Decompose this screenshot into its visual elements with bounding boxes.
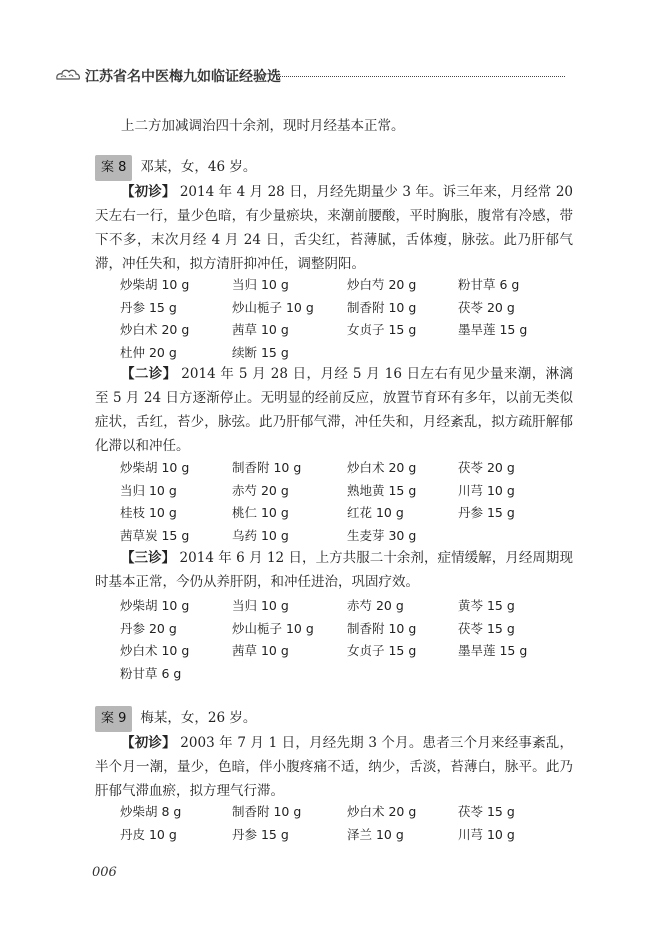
herb-item: 炒白术 20 g: [347, 460, 417, 475]
herb-item: 茯苓 15 g: [458, 620, 515, 636]
case-heading: [95, 155, 256, 181]
herb-row: [120, 825, 580, 848]
herb-item: 茯苓 20 g: [458, 460, 515, 475]
herb-row: [120, 458, 580, 481]
herb-item: 炒柴胡 10 g: [120, 598, 190, 613]
herb-item: 当归 10 g: [232, 598, 289, 613]
herb-item: 红花 10 g: [347, 505, 404, 520]
visit-paragraph: [95, 180, 573, 276]
herb-item: 当归 10 g: [232, 277, 289, 292]
herb-item: 炒柴胡 10 g: [120, 277, 190, 292]
herb-list: [120, 596, 580, 686]
case-patient: 邓某，女，46 岁。: [140, 159, 257, 175]
herb-item: 当归 10 g: [120, 482, 177, 498]
herb-row: [120, 526, 580, 549]
herb-item: 丹皮 10 g: [120, 826, 177, 842]
herb-item: 茜草炭 15 g: [120, 527, 190, 543]
herb-item: 乌药 10 g: [232, 527, 289, 543]
herb-row: [120, 481, 580, 504]
herb-item: 女贞子 15 g: [347, 322, 417, 337]
herb-row: [120, 664, 580, 687]
cloud-ornament-icon: [55, 66, 81, 82]
herb-row: [120, 298, 580, 321]
herb-item: 制香附 10 g: [232, 804, 302, 819]
visit-tag: 【初诊】: [121, 184, 176, 200]
herb-item: 炒白术 20 g: [347, 804, 417, 819]
herb-item: 墨旱莲 15 g: [458, 322, 528, 337]
herb-row: [120, 503, 580, 526]
intro-paragraph: 上二方加减调治四十余剂，现时月经基本正常。: [121, 118, 405, 134]
visit-tag: 【三诊】: [121, 550, 176, 566]
case-patient: 梅某，女，26 岁。: [140, 710, 257, 726]
herb-item: 炒白术 20 g: [120, 322, 190, 337]
herb-row: [120, 802, 580, 825]
herb-item: 赤芍 20 g: [232, 482, 289, 498]
herb-item: 续断 15 g: [232, 344, 289, 360]
herb-row: [120, 275, 580, 298]
herb-item: 茯苓 20 g: [458, 299, 515, 315]
herb-item: 茜草 10 g: [232, 643, 289, 658]
herb-item: 泽兰 10 g: [347, 826, 404, 842]
herb-item: 杜仲 20 g: [120, 344, 177, 360]
visit-text: 2014 年 6 月 12 日，上方共服二十余剂，症情缓解，月经周期现时基本正常，今仍从养肝阴，和冲任进治，巩固疗效。: [95, 550, 573, 590]
visit-paragraph: [95, 362, 573, 458]
herb-item: 制香附 10 g: [232, 460, 302, 475]
visit-text: 2014 年 5 月 28 日，月经 5 月 16 日左右有见少量来潮，淋漓至 5 月 24 日方逐渐停止。无明显的经前反应，放置节育环有多年，以前无类似症状，舌红，苔少，脉弦。此乃肝郁气滞，冲任失和，月经紊乱，拟方疏肝解郁化滞以和冲任。: [95, 366, 574, 454]
herb-list: [120, 458, 580, 548]
herb-item: 黄芩 15 g: [458, 598, 515, 613]
herb-row: [120, 596, 580, 619]
herb-item: 制香附 10 g: [347, 299, 417, 315]
herb-item: 炒白芍 20 g: [347, 277, 417, 292]
herb-item: 茜草 10 g: [232, 322, 289, 337]
herb-item: 桂枝 10 g: [120, 505, 177, 520]
herb-item: 粉甘草 6 g: [458, 277, 520, 292]
herb-item: 女贞子 15 g: [347, 643, 417, 658]
visit-tag: 【初诊】: [121, 735, 176, 751]
visit-text: 2014 年 4 月 28 日，月经先期量少 3 年。诉三年来，月经常 20 天左右一行，量少色暗，有少量瘀块，来潮前腰酸，平时胸胀，腹常有冷感，带下不多，末次月经 4 月 24 日，舌尖红，苔薄腻，舌体瘦，脉弦。此乃肝郁气滞，冲任失和，拟方清肝抑冲任，调整阴阳。: [95, 184, 573, 272]
herb-item: 墨旱莲 15 g: [458, 643, 528, 658]
herb-item: 炒山栀子 10 g: [232, 620, 314, 636]
herb-item: 炒白术 10 g: [120, 643, 190, 658]
case-label: 案 8: [95, 155, 132, 181]
herb-item: 赤芍 20 g: [347, 598, 404, 613]
herb-list: [120, 275, 580, 365]
case-label: 案 9: [95, 706, 132, 732]
page-number: 006: [92, 865, 117, 880]
herb-item: 丹参 20 g: [120, 620, 177, 636]
case-heading: [95, 706, 256, 732]
herb-item: 川芎 10 g: [458, 826, 515, 842]
herb-row: [120, 619, 580, 642]
herb-item: 熟地黄 15 g: [347, 482, 417, 498]
herb-row: [120, 641, 580, 664]
herb-item: 茯苓 15 g: [458, 804, 515, 819]
running-header: [55, 64, 575, 86]
herb-item: 炒柴胡 10 g: [120, 460, 190, 475]
visit-paragraph: [95, 731, 573, 803]
herb-list: [120, 802, 580, 847]
herb-item: 桃仁 10 g: [232, 505, 289, 520]
visit-text: 2003 年 7 月 1 日，月经先期 3 个月。患者三个月来经事紊乱，半个月一潮，量少，色暗，伴小腹疼痛不适，纳少，舌淡，苔薄白，脉平。此乃肝郁气滞血瘀，拟方理气行滞。: [95, 735, 574, 799]
header-dotted-rule: [273, 76, 565, 77]
herb-item: 川芎 10 g: [458, 482, 515, 498]
herb-item: 生麦芽 30 g: [347, 527, 417, 543]
herb-row: [120, 320, 580, 343]
herb-item: 粉甘草 6 g: [120, 665, 182, 681]
header-title: 江苏省名中医梅九如临证经验选: [85, 69, 281, 85]
herb-item: 丹参 15 g: [232, 826, 289, 842]
herb-item: 丹参 15 g: [458, 505, 515, 520]
visit-paragraph: [95, 546, 573, 594]
herb-item: 炒柴胡 8 g: [120, 804, 182, 819]
herb-item: 丹参 15 g: [120, 299, 177, 315]
herb-item: 炒山栀子 10 g: [232, 299, 314, 315]
herb-item: 制香附 10 g: [347, 620, 417, 636]
visit-tag: 【二诊】: [121, 366, 177, 382]
